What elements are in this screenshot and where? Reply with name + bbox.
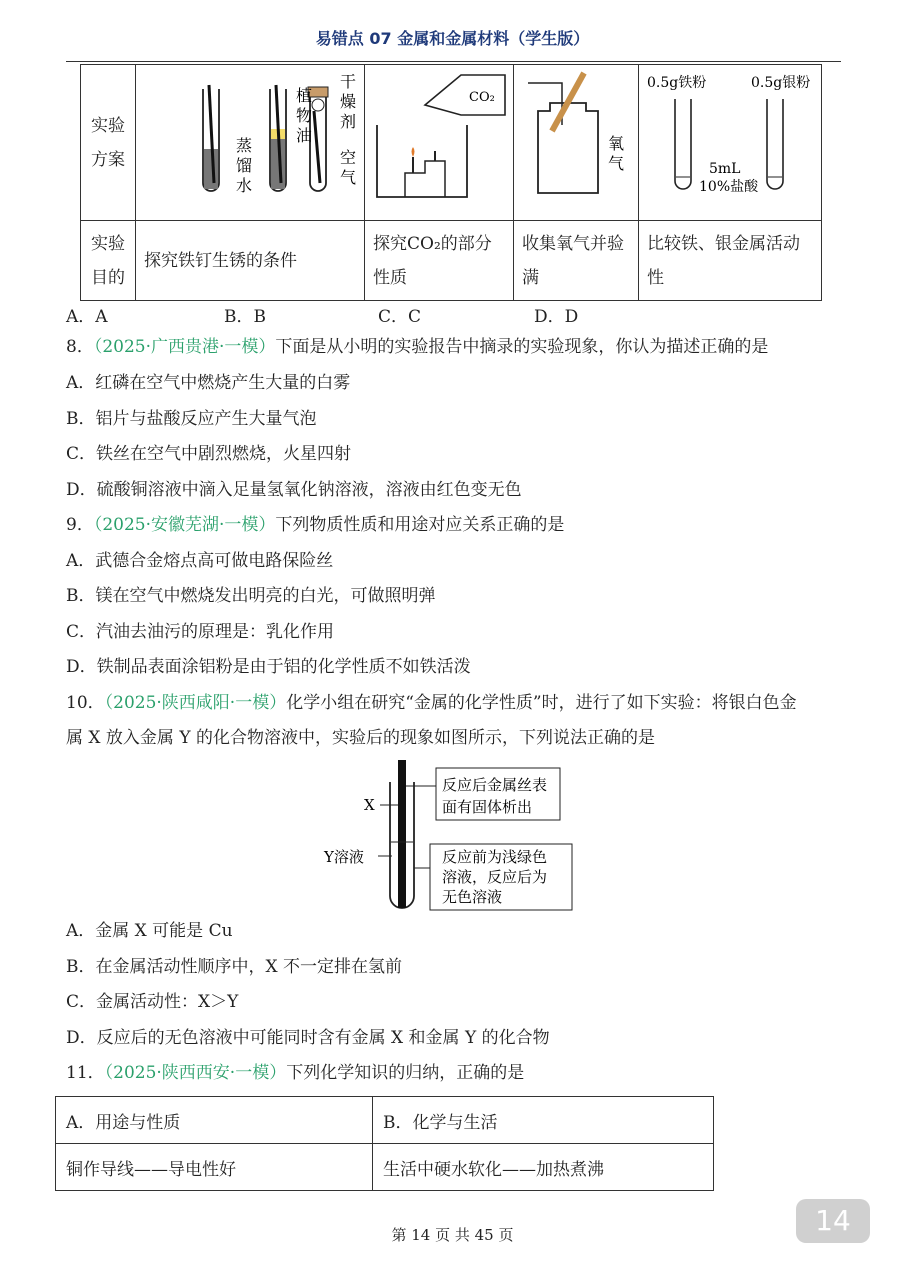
label-desiccant-1: 干 — [340, 72, 357, 91]
purpose-label-cell — [81, 221, 136, 301]
label-co2: CO₂ — [469, 90, 495, 105]
q9-stem — [66, 514, 564, 536]
figure-d-cell — [639, 65, 822, 221]
q10-option-c[interactable]: C．金属活动性：X＞Y — [66, 992, 239, 1012]
tube-iron — [675, 99, 691, 189]
label-y-solution: Y溶液 — [324, 848, 364, 866]
purpose-b: 探究CO₂的部分性质 — [365, 221, 514, 301]
label-air-2: 气 — [340, 168, 357, 187]
label-desiccant-3: 剂 — [340, 112, 357, 131]
figure-a-cell — [136, 65, 365, 221]
q8-number: 8． — [66, 337, 94, 357]
q9-option-b[interactable]: B．镁在空气中燃烧发出明亮的白光，可做照明弹 — [66, 586, 436, 606]
nail-3 — [314, 111, 320, 183]
q11-stem-text: 下列化学知识的归纳，正确的是 — [286, 1063, 525, 1083]
experiment-table — [80, 64, 822, 301]
flame-low — [412, 147, 415, 157]
q7-option-a[interactable]: A．A — [66, 307, 108, 327]
q10-option-a[interactable]: A．金属 X 可能是 Cu — [66, 921, 233, 941]
q7-option-d[interactable]: D．D — [534, 307, 579, 327]
purpose-a: 探究铁钉生锈的条件 — [136, 221, 365, 301]
box2-line2: 溶液，反应后为 — [442, 868, 548, 886]
q8-option-b[interactable]: B．铝片与盐酸反应产生大量气泡 — [66, 409, 317, 429]
label-desiccant-2: 燥 — [340, 92, 357, 111]
q9-number: 9． — [66, 515, 94, 535]
rusting-test-tubes-figure — [136, 65, 364, 215]
q9-source-tag: （2025·安徽芜湖·一模） — [93, 515, 276, 535]
gas-jar — [538, 103, 598, 193]
label-water-1: 蒸 — [236, 136, 253, 155]
q8-stem — [66, 336, 768, 358]
scheme-label-line1: 实验 — [91, 115, 125, 136]
purpose-c: 收集氧气并验满 — [514, 221, 639, 301]
scheme-label-cell — [81, 65, 136, 221]
label-water-2: 馏 — [236, 156, 253, 175]
figure-b-cell — [365, 65, 514, 221]
figure-c-cell — [514, 65, 639, 221]
q11-cell-b: 生活中硬水软化——加热煮沸 — [373, 1144, 714, 1191]
q11-cell-a: 铜作导线——导电性好 — [56, 1144, 373, 1191]
page-number-badge: 14 — [796, 1199, 870, 1243]
label-o2-1: 氧 — [608, 134, 625, 153]
label-oil-2: 物 — [296, 106, 313, 125]
q8-stem-text: 下面是从小明的实验报告中摘录的实验现象，你认为描述正确的是 — [275, 337, 769, 357]
label-oil-3: 油 — [296, 126, 313, 145]
page-header-title: 易错点 07 金属和金属材料（学生版） — [315, 29, 590, 48]
q9-option-a[interactable]: A．武德合金熔点高可做电路保险丝 — [66, 551, 334, 571]
page-footer: 第 14 页 共 45 页 — [391, 1226, 514, 1244]
box1-line2: 面有固体析出 — [442, 798, 533, 816]
q8-option-a[interactable]: A．红磷在空气中燃烧产生大量的白雾 — [66, 373, 351, 393]
q10-source-tag: （2025·陕西咸阳·一模） — [104, 693, 287, 713]
label-x: X — [364, 796, 375, 814]
q11-stem — [66, 1062, 524, 1084]
box1-line1: 反应后金属丝表 — [442, 776, 548, 794]
tube-silver — [767, 99, 783, 189]
q9-option-d[interactable]: D．铁制品表面涂铝粉是由于铝的化学性质不如铁活泼 — [66, 657, 471, 677]
q7-option-b[interactable]: B．B — [224, 307, 266, 327]
q10-option-b[interactable]: B．在金属活动性顺序中，X 不一定排在氢前 — [66, 957, 402, 977]
step-stand — [405, 161, 445, 197]
q8-source-tag: （2025·广西贵港·一模） — [93, 337, 276, 357]
q11-header-b: B．化学与生活 — [373, 1097, 714, 1144]
header-rule — [66, 61, 841, 62]
box2-line1: 反应前为浅绿色 — [442, 848, 548, 866]
desiccant-bag — [312, 99, 324, 111]
box2-line3: 无色溶液 — [442, 888, 503, 906]
q8-option-d[interactable]: D．硫酸铜溶液中滴入足量氢氧化钠溶液，溶液由红色变无色 — [66, 480, 522, 500]
wooden-splint — [552, 73, 584, 131]
q11-number: 11． — [66, 1063, 105, 1083]
q10-option-d[interactable]: D．反应后的无色溶液中可能同时含有金属 X 和金属 Y 的化合物 — [66, 1028, 550, 1048]
water-fill — [204, 149, 218, 189]
purpose-d: 比较铁、银金属活动性 — [639, 221, 822, 301]
label-oil-1: 植 — [296, 86, 313, 105]
q10-stem-text-1: 化学小组在研究“金属的化学性质”时，进行了如下实验：将银白色金 — [286, 693, 797, 713]
label-air-1: 空 — [340, 148, 357, 167]
scheme-label-line2: 方案 — [91, 149, 125, 170]
label-volume: 5mL — [709, 161, 741, 177]
q7-option-c[interactable]: C．C — [378, 307, 422, 327]
label-silver-powder: 0.5g银粉 — [751, 75, 811, 91]
q10-stem-line1 — [66, 692, 797, 714]
metal-activity-figure — [639, 65, 821, 215]
label-o2-2: 气 — [608, 154, 625, 173]
q11-table — [55, 1096, 714, 1191]
q10-figure — [320, 758, 590, 916]
beaker — [377, 125, 467, 197]
metal-wire-x — [398, 760, 406, 908]
co2-beaker-figure — [365, 65, 513, 215]
oxygen-bottle-figure — [514, 65, 638, 215]
q9-option-c[interactable]: C．汽油去油污的原理是：乳化作用 — [66, 622, 335, 642]
q10-number: 10． — [66, 693, 105, 713]
label-acid: 10%盐酸 — [699, 179, 759, 195]
q11-header-a: A．用途与性质 — [56, 1097, 373, 1144]
label-iron-powder: 0.5g铁粉 — [647, 75, 707, 91]
purpose-label-line2: 目的 — [91, 267, 125, 288]
purpose-label-line1: 实验 — [91, 233, 125, 254]
q10-stem-line2: 属 X 放入金属 Y 的化合物溶液中，实验后的现象如图所示，下列说法正确的是 — [66, 728, 655, 748]
label-water-3: 水 — [236, 176, 253, 195]
q8-option-c[interactable]: C．铁丝在空气中剧烈燃烧，火星四射 — [66, 444, 352, 464]
q11-source-tag: （2025·陕西西安·一模） — [104, 1063, 287, 1083]
q9-stem-text: 下列物质性质和用途对应关系正确的是 — [275, 515, 565, 535]
